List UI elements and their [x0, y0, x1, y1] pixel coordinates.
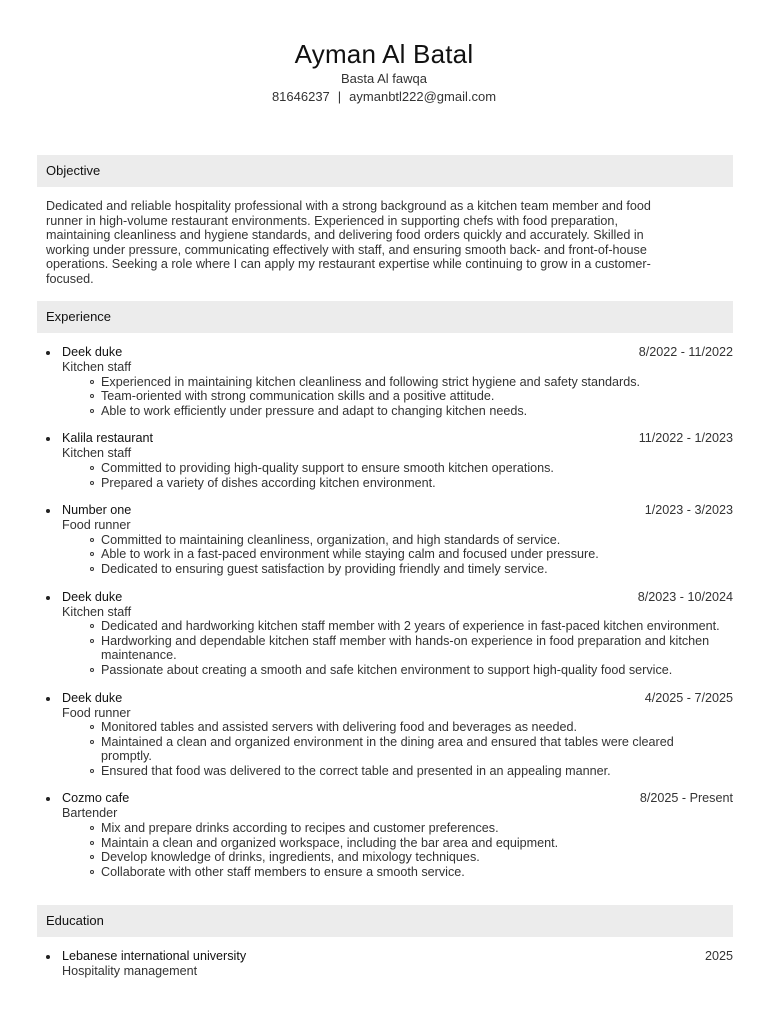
bullet-icon	[46, 596, 50, 600]
company-name: Deek duke	[62, 690, 123, 705]
entry-header	[46, 949, 733, 964]
duty-list	[46, 619, 733, 677]
duty-list	[46, 375, 733, 419]
duty-item: Hardworking and dependable kitchen staff member with hands-on experience in food preparation and kitchen maintenance.	[101, 634, 721, 663]
employment-dates: 8/2025 - Present	[639, 791, 733, 806]
duty-item: Monitored tables and assisted servers with delivering food and beverages as needed.	[101, 720, 721, 735]
contact-line	[0, 88, 768, 106]
duty-item: Experienced in maintaining kitchen cleanliness and following strict hygiene and safety standards.	[101, 375, 733, 390]
employment-dates: 8/2023 - 10/2024	[637, 589, 733, 604]
duty-item: Passionate about creating a smooth and safe kitchen environment to support high-quality food service.	[101, 663, 721, 678]
duty-item: Team-oriented with strong communication skills and a positive attitude.	[101, 389, 733, 404]
entry-header	[46, 503, 733, 518]
duty-item: Develop knowledge of drinks, ingredients, and mixology techniques.	[101, 850, 733, 865]
duty-list	[46, 720, 733, 778]
job-title: Food runner	[62, 705, 131, 720]
duty-item: Committed to providing high-quality support to ensure smooth kitchen operations.	[101, 461, 733, 476]
duty-item: Collaborate with other staff members to ensure a smooth service.	[101, 865, 733, 880]
objective-text	[46, 199, 706, 287]
entry-header	[46, 691, 733, 706]
phone: 81646237	[271, 89, 330, 104]
education-heading: Education	[37, 905, 733, 937]
bullet-icon	[46, 351, 50, 355]
education-list	[46, 949, 733, 979]
duty-item: Dedicated and hardworking kitchen staff member with 2 years of experience in fast-paced kitchen environment.	[101, 619, 720, 634]
bullet-icon	[46, 955, 50, 959]
experience-entry	[46, 590, 733, 678]
location: Basta Al fawqa	[341, 71, 427, 86]
entry-header	[46, 345, 733, 360]
job-title: Bartender	[62, 806, 118, 821]
entry-header	[46, 590, 733, 605]
employment-dates: 4/2025 - 7/2025	[644, 690, 733, 705]
company-name: Number one	[62, 503, 132, 518]
duty-item: Able to work in a fast-paced environment while staying calm and focused under pressure.	[101, 547, 733, 562]
objective-heading: Objective	[37, 155, 733, 187]
experience-entry	[46, 503, 733, 576]
duty-item: Able to work efficiently under pressure and adapt to changing kitchen needs.	[101, 404, 733, 419]
experience-entry	[46, 691, 733, 779]
experience-entry	[46, 345, 733, 418]
resume-header	[0, 0, 768, 106]
objective-line: maintaining cleanliness and hygiene standards, and delivering food orders quickly and accurately. Skilled in	[46, 228, 644, 243]
duty-item: Ensured that food was delivered to the correct table and presented in an appealing manner.	[101, 764, 721, 779]
bullet-icon	[46, 697, 50, 701]
duty-item: Mix and prepare drinks according to recipes and customer preferences.	[101, 821, 733, 836]
contact-separator: |	[337, 89, 342, 104]
duty-list	[46, 821, 733, 879]
experience-entry	[46, 791, 733, 879]
job-title: Kitchen staff	[62, 360, 132, 374]
bullet-icon	[46, 509, 50, 513]
objective-line: working under pressure, communicating effectively with staff, and ensuring smooth back- and front-of-house	[46, 242, 647, 257]
job-title: Kitchen staff	[62, 446, 132, 461]
company-name: Cozmo cafe	[62, 791, 130, 806]
company-name: Kalila restaurant	[62, 431, 154, 446]
company-name: Deek duke	[62, 589, 123, 604]
experience-heading: Experience	[37, 301, 733, 333]
job-title: Kitchen staff	[62, 604, 132, 619]
duty-item: Prepared a variety of dishes according kitchen environment.	[101, 476, 733, 491]
employment-dates: 11/2022 - 1/2023	[638, 431, 733, 446]
experience-entry	[46, 431, 733, 490]
duty-item: Dedicated to ensuring guest satisfaction by providing friendly and timely service.	[101, 562, 733, 577]
bullet-icon	[46, 437, 50, 441]
duty-list	[46, 533, 733, 577]
duty-item: Maintain a clean and organized workspace, including the bar area and equipment.	[101, 836, 733, 851]
objective-line: operations. Seeking a role where I can apply my restaurant expertise while continuing to grow in a customer-	[46, 257, 651, 272]
email: aymanbtl222@gmail.com	[349, 89, 497, 104]
employment-dates: 8/2022 - 11/2022	[638, 345, 733, 359]
company-name: Deek duke	[62, 345, 123, 359]
school-name: Lebanese international university	[62, 949, 247, 963]
objective-line: focused.	[46, 271, 94, 286]
graduation-year: 2025	[704, 949, 733, 963]
bullet-icon	[46, 797, 50, 801]
entry-header	[46, 791, 733, 806]
entry-header	[46, 431, 733, 446]
duty-item: Committed to maintaining cleanliness, organization, and high standards of service.	[101, 533, 733, 548]
employment-dates: 1/2023 - 3/2023	[644, 503, 733, 518]
education-entry	[46, 949, 733, 979]
degree: Hospitality management	[62, 964, 198, 978]
objective-line: runner in high-volume restaurant environments. Experienced in supporting chefs with food preparation,	[46, 213, 618, 228]
duty-list	[46, 461, 733, 490]
job-title: Food runner	[62, 518, 131, 533]
objective-line: Dedicated and reliable hospitality professional with a strong background as a kitchen team member and food	[46, 199, 651, 213]
duty-item: Maintained a clean and organized environment in the dining area and ensured that tables were cleared promptly.	[101, 735, 721, 764]
experience-list	[46, 345, 733, 879]
candidate-name: Ayman Al Batal	[294, 39, 474, 69]
